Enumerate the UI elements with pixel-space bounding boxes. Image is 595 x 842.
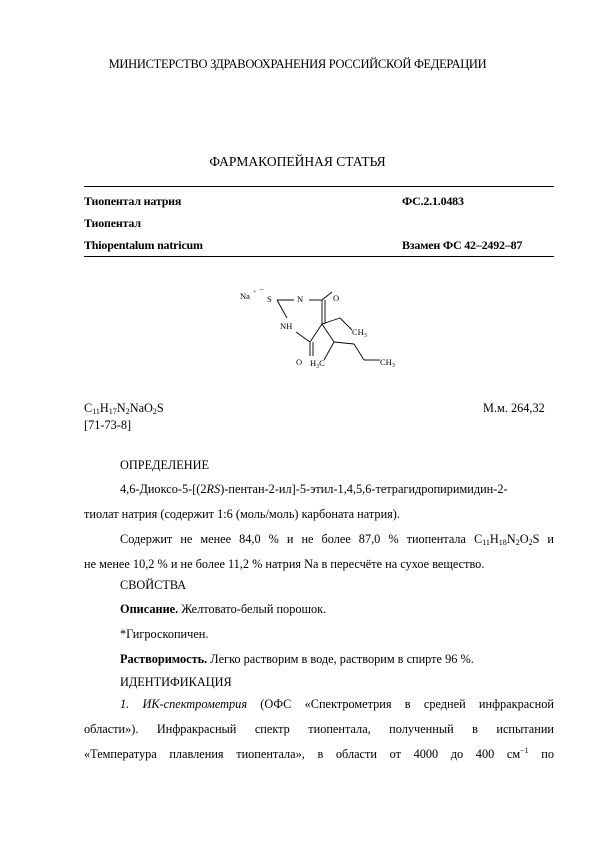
section-heading-definition: ОПРЕДЕЛЕНИЕ xyxy=(120,458,209,472)
ir-line-2: области»). Инфракрасный спектр тиопентала, полученный в испытании xyxy=(84,722,554,736)
fs-code: ФС.2.1.0483 xyxy=(402,194,464,208)
latin-name: Thiopentalum natricum xyxy=(84,238,203,252)
structure-label-h3c: $H_3C$ xyxy=(310,358,325,370)
structure-label-minus: − xyxy=(259,284,264,294)
ir-line-3: «Температура плавления тиопентала», в области от 4000 до 400 $см^{-1}$ по xyxy=(84,746,554,761)
content-line-2: не менее 10,2 % и не более 11,2 % натрия Na в пересчёте на сухое вещество. xyxy=(84,557,485,571)
structure-label-n: N xyxy=(297,294,304,304)
structure-label-charge: + xyxy=(253,290,257,296)
content-line-1: Содержит не менее 84,0 % и не более 87,0 % тиопентала $C_{11}H_{18}N_2O_2S$ и xyxy=(120,532,555,547)
structure-label-ch3-ethyl: $CH_3$ xyxy=(352,327,367,339)
bottom-divider xyxy=(84,256,554,257)
definition-line-2: тиолат натрия (содержит 1:6 (моль/моль) карбоната натрия). xyxy=(84,507,400,521)
structural-formula xyxy=(232,280,422,390)
structure-label-o-bottom: O xyxy=(296,357,303,367)
structure-label-s: S xyxy=(267,294,272,304)
document-title: ФАРМАКОПЕЙНАЯ СТАТЬЯ xyxy=(209,154,386,169)
ir-line-1: 1. ИК-спектрометрия (ОФС «Спектрометрия в средней инфракрасной xyxy=(120,697,554,711)
structure-label-nh: NH xyxy=(280,321,293,331)
ministry-header: МИНИСТЕРСТВО ЗДРАВООХРАНЕНИЯ РОССИЙСКОЙ ФЕДЕРАЦИИ xyxy=(108,57,487,71)
molecular-formula: $C_{11}H_{17}N_2NaO_2S$ xyxy=(84,401,164,416)
replaces-note: Взамен ФС 42–2492–87 xyxy=(402,238,523,252)
substance-name: Тиопентал натрия xyxy=(84,194,182,208)
top-divider xyxy=(84,186,554,187)
definition-line-1: 4,6-Диоксо-5-[(2RS)-пентан-2-ил]-5-этил-1,4,5,6-тетрагидропиримидин-2- xyxy=(120,482,508,496)
cas-number: [71-73-8] xyxy=(84,418,132,432)
molecular-weight: М.м. 264,32 xyxy=(483,401,545,415)
hygroscopic-note: *Гигроскопичен. xyxy=(120,627,209,641)
structure-bonds xyxy=(277,292,380,360)
section-heading-identification: ИДЕНТИФИКАЦИЯ xyxy=(120,675,232,689)
structure-label-na: Na xyxy=(240,291,250,301)
structure-label-o-top: O xyxy=(333,293,340,303)
structure-label-ch3-chain: $CH_3$ xyxy=(380,357,395,369)
section-heading-properties: СВОЙСТВА xyxy=(120,578,187,592)
substance-short-name: Тиопентал xyxy=(84,216,141,230)
solubility-line: Растворимость. Легко растворим в воде, растворим в спирте 96 %. xyxy=(120,652,474,666)
description-line: Описание. Желтовато-белый порошок. xyxy=(120,602,327,616)
